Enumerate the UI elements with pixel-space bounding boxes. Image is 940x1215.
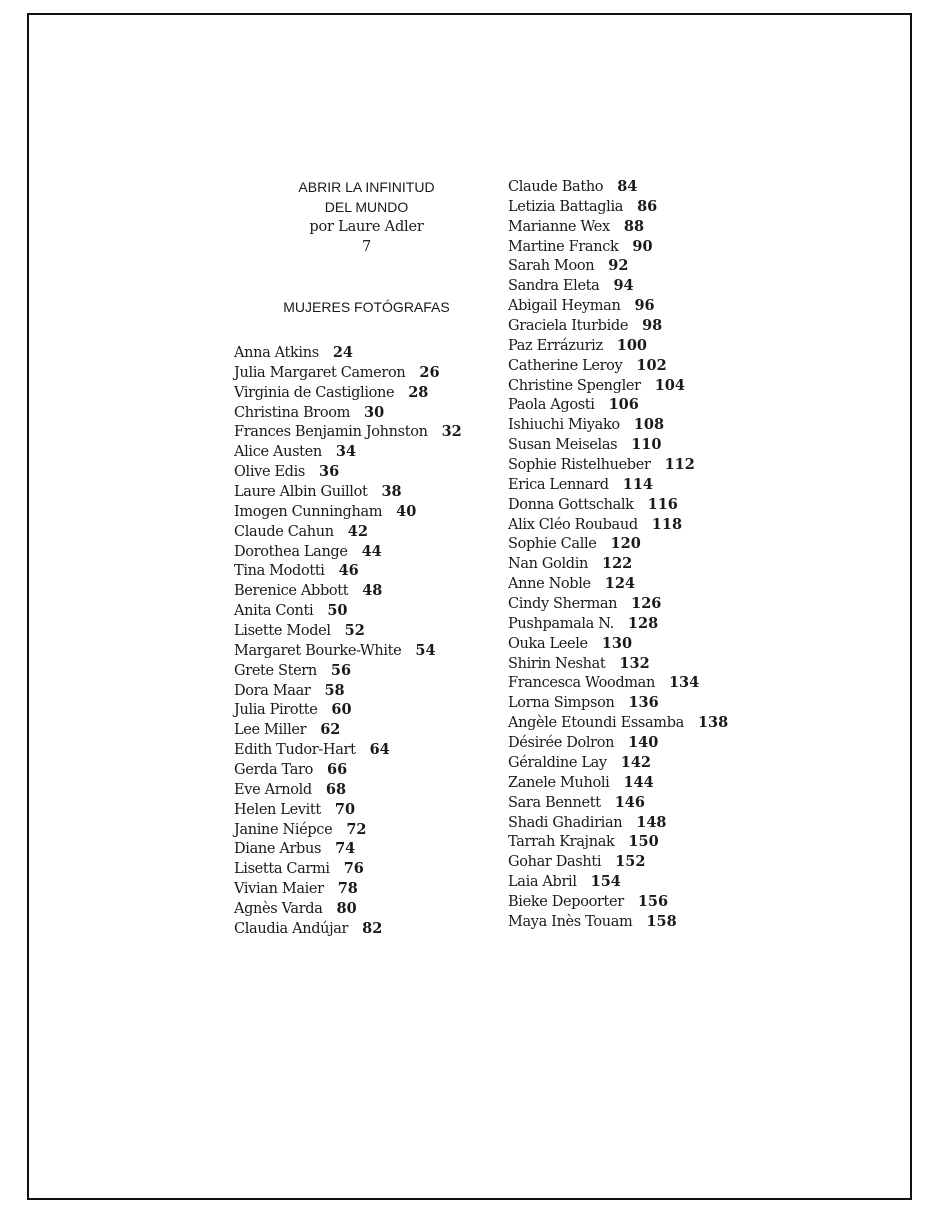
page-number: 100 — [616, 336, 648, 354]
photographer-name: Laia Abril — [508, 874, 577, 891]
photographer-name: Paz Errázuriz — [508, 337, 603, 354]
photographer-name: Gohar Dashti — [508, 854, 602, 871]
page-number: 80 — [336, 900, 357, 918]
toc-entry[interactable] — [508, 515, 788, 535]
page-number: 128 — [627, 614, 659, 632]
toc-left-column — [234, 177, 499, 939]
photographer-name: Christine Spengler — [508, 377, 641, 394]
toc-entry[interactable] — [234, 363, 499, 383]
toc-entry[interactable] — [508, 276, 788, 296]
toc-entry[interactable] — [234, 681, 499, 701]
page-number: 90 — [632, 237, 653, 255]
photographer-name: Paola Agosti — [508, 397, 595, 414]
toc-entry[interactable] — [234, 720, 499, 740]
photographer-name: Dora Maar — [234, 682, 311, 699]
toc-entry[interactable] — [508, 673, 788, 693]
toc-entry[interactable] — [508, 356, 788, 376]
toc-entry[interactable] — [508, 554, 788, 574]
toc-entry[interactable] — [234, 542, 499, 562]
page-number: 58 — [324, 681, 345, 699]
page-number: 114 — [622, 475, 654, 493]
photographer-name: Sarah Moon — [508, 258, 595, 275]
page-number: 76 — [343, 860, 364, 878]
page-number: 112 — [664, 456, 695, 474]
page-number: 56 — [330, 661, 352, 679]
photographer-name: Diane Arbus — [234, 841, 322, 858]
photographer-name: Abigail Heyman — [508, 298, 621, 315]
photographer-name: Géraldine Lay — [508, 754, 607, 771]
page-number: 146 — [614, 793, 645, 811]
toc-entry[interactable] — [234, 760, 499, 780]
page-number: 104 — [654, 376, 685, 394]
page-number: 158 — [646, 912, 677, 930]
page-number: 140 — [628, 734, 659, 752]
photographer-name: Alice Austen — [234, 444, 322, 461]
photographer-name: Eve Arnold — [234, 781, 312, 798]
toc-entry[interactable] — [234, 561, 499, 581]
page-number: 50 — [327, 602, 348, 620]
photographer-name: Tina Modotti — [234, 563, 325, 580]
toc-entry[interactable] — [234, 522, 499, 542]
page-number: 44 — [361, 542, 382, 560]
toc-entry[interactable] — [234, 641, 499, 661]
page-number: 46 — [338, 562, 359, 580]
toc-entry[interactable] — [234, 800, 499, 820]
toc-entry[interactable] — [508, 793, 788, 813]
photographer-name: Claude Cahun — [234, 523, 334, 540]
toc-entry[interactable] — [508, 713, 788, 733]
toc-entry[interactable] — [508, 872, 788, 892]
toc-entry[interactable] — [508, 237, 788, 257]
photographer-name: Marianne Wex — [508, 218, 610, 235]
photographer-name: Claude Batho — [508, 179, 604, 195]
page-number: 52 — [344, 622, 365, 640]
photographer-name: Tarrah Krajnak — [508, 834, 615, 851]
photographer-name: Alix Cléo Roubaud — [508, 516, 638, 533]
photographer-name: Shirin Neshat — [508, 655, 606, 672]
toc-entry[interactable] — [508, 296, 788, 316]
page-number: 134 — [668, 674, 700, 692]
photographer-name: Claudia Andújar — [234, 920, 349, 937]
toc-entry[interactable] — [508, 654, 788, 674]
toc-entry[interactable] — [234, 879, 499, 899]
photographer-name: Cindy Sherman — [508, 596, 618, 613]
intro-author: por Laure Adler — [309, 219, 424, 235]
section-title-text: MUJERES FOTÓGRAFAS — [283, 299, 450, 315]
page-number: 30 — [364, 403, 385, 421]
photographer-name: Lisette Model — [234, 623, 331, 640]
toc-entry[interactable] — [508, 495, 788, 515]
page-number: 24 — [332, 344, 353, 361]
page-number: 106 — [608, 396, 639, 414]
photographer-name: Ouka Leele — [508, 635, 588, 652]
photographer-name: Dorothea Lange — [234, 543, 348, 560]
photographer-name: Zanele Muholi — [508, 774, 610, 791]
page-number: 32 — [441, 423, 462, 441]
toc-entry[interactable] — [234, 700, 499, 720]
photographer-name: Martine Franck — [508, 238, 619, 255]
page-number: 120 — [610, 535, 641, 553]
toc-entry[interactable] — [508, 634, 788, 654]
toc-entry[interactable] — [508, 395, 788, 415]
page-number: 130 — [601, 634, 633, 652]
photographer-name: Frances Benjamin Johnston — [234, 424, 428, 441]
page-number: 54 — [415, 641, 436, 659]
page-number: 74 — [335, 840, 356, 858]
page-number: 36 — [319, 463, 340, 481]
photographer-name: Edith Tudor-Hart — [234, 742, 356, 759]
toc-entry[interactable] — [508, 574, 788, 594]
page-number: 70 — [334, 800, 356, 818]
photographer-name: Sophie Calle — [508, 536, 597, 553]
toc-entry[interactable] — [508, 455, 788, 475]
page-number: 62 — [320, 721, 341, 739]
toc-entry[interactable] — [234, 919, 499, 939]
page-number: 82 — [362, 919, 383, 937]
page-number: 26 — [419, 363, 440, 381]
photographer-name: Imogen Cunningham — [234, 503, 383, 520]
page-number: 86 — [637, 197, 658, 215]
page-number: 28 — [408, 383, 429, 401]
toc-entry[interactable] — [508, 256, 788, 276]
toc-entry[interactable] — [508, 376, 788, 396]
page-number: 122 — [602, 555, 633, 573]
toc-entry[interactable] — [508, 435, 788, 455]
photographer-name: Shadi Ghadirian — [508, 814, 623, 831]
photographer-name: Olive Edis — [234, 464, 305, 481]
photographer-name: Désirée Dolron — [508, 735, 615, 752]
photographer-name: Sandra Eleta — [508, 278, 600, 295]
photographer-name: Donna Gottschalk — [508, 496, 634, 513]
toc-entry[interactable] — [234, 621, 499, 641]
toc-entry[interactable] — [234, 780, 499, 800]
toc-entry[interactable] — [234, 442, 499, 462]
photographer-name: Bieke Depoorter — [508, 893, 624, 910]
photographer-name: Sophie Ristelhueber — [508, 457, 651, 474]
page-number: 150 — [628, 833, 659, 851]
intro-title-line-2: DEL MUNDO — [324, 199, 409, 215]
toc-entry[interactable] — [234, 581, 499, 601]
toc-entry[interactable] — [234, 820, 499, 840]
toc-entry[interactable] — [508, 197, 788, 217]
page-number: 152 — [615, 853, 646, 871]
toc-entry[interactable] — [234, 859, 499, 879]
toc-entry[interactable] — [508, 336, 788, 356]
section-title — [234, 297, 499, 317]
page-number: 118 — [651, 515, 683, 533]
page-number: 110 — [631, 436, 662, 454]
page-number: 98 — [642, 317, 663, 335]
intro-title-line-1: ABRIR LA INFINITUD — [298, 179, 435, 195]
toc-entry[interactable] — [234, 343, 499, 363]
page-number: 48 — [362, 582, 383, 600]
page-number: 78 — [337, 880, 358, 898]
toc-entry[interactable] — [508, 733, 788, 753]
photographer-name: Pushpamala N. — [508, 615, 614, 632]
photographer-name: Susan Meiselas — [508, 437, 618, 454]
photographer-name: Francesca Woodman — [508, 675, 655, 692]
photographer-name: Gerda Taro — [234, 762, 313, 779]
photographer-name: Julia Pirotte — [234, 702, 318, 719]
photographer-name: Laure Albin Guillot — [234, 484, 368, 501]
page-number: 144 — [623, 773, 654, 791]
toc-entry[interactable] — [508, 316, 788, 336]
toc-entry[interactable] — [508, 217, 788, 237]
toc-entry[interactable] — [234, 502, 499, 522]
photographer-name: Helen Levitt — [234, 801, 321, 818]
page-number: 148 — [636, 813, 667, 831]
page-number: 94 — [613, 277, 634, 295]
photographer-name: Agnès Varda — [234, 901, 323, 918]
toc-entry[interactable] — [234, 740, 499, 760]
toc-entry[interactable] — [508, 693, 788, 713]
page-number: 64 — [369, 741, 390, 759]
page-number: 102 — [636, 356, 667, 374]
toc-entry[interactable] — [508, 832, 788, 852]
toc-entry[interactable] — [234, 422, 499, 442]
page-number: 142 — [620, 753, 652, 771]
photographer-name: Anna Atkins — [234, 345, 319, 361]
toc-entry[interactable] — [508, 813, 788, 833]
photographer-name: Janine Niépce — [234, 821, 333, 838]
intro-page-number: 7 — [361, 239, 372, 255]
photographer-name: Ishiuchi Miyako — [508, 417, 620, 434]
page-number: 66 — [326, 761, 348, 779]
photographer-name: Nan Goldin — [508, 556, 588, 573]
toc-entry[interactable] — [508, 912, 788, 932]
page-number: 40 — [396, 502, 417, 520]
page-number: 84 — [617, 178, 638, 195]
toc-entry[interactable] — [234, 899, 499, 919]
toc-entry[interactable] — [508, 614, 788, 634]
page-number: 60 — [331, 701, 352, 719]
intro-heading[interactable] — [234, 177, 499, 257]
toc-entry[interactable] — [508, 753, 788, 773]
photographer-name: Lisetta Carmi — [234, 861, 330, 878]
photographer-name: Anita Conti — [234, 603, 314, 620]
page-number: 72 — [346, 820, 367, 838]
toc-entry[interactable] — [508, 852, 788, 872]
photographer-name: Christina Broom — [234, 404, 351, 421]
page-number: 116 — [647, 495, 678, 513]
photographer-name: Erica Lennard — [508, 476, 609, 493]
photographer-name: Lorna Simpson — [508, 695, 615, 712]
page-number: 38 — [381, 483, 402, 501]
page-number: 42 — [347, 522, 368, 540]
toc-entry[interactable] — [234, 383, 499, 403]
photographer-name: Angèle Etoundi Essamba — [508, 715, 684, 732]
toc-right-column — [508, 177, 788, 932]
toc-entry[interactable] — [508, 594, 788, 614]
toc-entry[interactable] — [508, 177, 788, 197]
page-number: 88 — [623, 217, 645, 235]
toc-entry[interactable] — [234, 839, 499, 859]
photographer-name: Graciela Iturbide — [508, 318, 629, 335]
toc-entry[interactable] — [508, 415, 788, 435]
page-number: 108 — [633, 416, 665, 434]
toc-entry[interactable] — [508, 773, 788, 793]
page-number: 124 — [604, 575, 636, 593]
page-number: 138 — [697, 714, 729, 732]
page-number: 136 — [628, 694, 659, 712]
toc-entry[interactable] — [234, 661, 499, 681]
photographer-name: Maya Inès Touam — [508, 913, 633, 930]
toc-entry[interactable] — [234, 482, 499, 502]
photographer-name: Letizia Battaglia — [508, 198, 624, 215]
page-number: 92 — [608, 257, 629, 275]
toc-entry[interactable] — [508, 892, 788, 912]
photographer-name: Grete Stern — [234, 662, 317, 679]
page-number: 34 — [335, 443, 357, 461]
toc-list-left — [234, 343, 499, 939]
toc-entry[interactable] — [508, 534, 788, 554]
photographer-name: Anne Noble — [508, 576, 591, 593]
toc-entry[interactable] — [234, 403, 499, 423]
photographer-name: Sara Bennett — [508, 794, 601, 811]
toc-entry[interactable] — [508, 475, 788, 495]
photographer-name: Berenice Abbott — [234, 583, 349, 600]
toc-entry[interactable] — [234, 462, 499, 482]
page-number: 154 — [590, 873, 621, 891]
toc-list-right — [508, 177, 788, 932]
photographer-name: Julia Margaret Cameron — [234, 364, 406, 381]
toc-entry[interactable] — [234, 601, 499, 621]
page-number: 132 — [619, 654, 650, 672]
photographer-name: Lee Miller — [234, 722, 307, 739]
photographer-name: Margaret Bourke-White — [234, 642, 402, 659]
photographer-name: Catherine Leroy — [508, 357, 623, 374]
photographer-name: Virginia de Castiglione — [234, 384, 395, 401]
photographer-name: Vivian Maier — [234, 881, 324, 898]
page-number: 96 — [634, 297, 655, 315]
page-number: 68 — [325, 780, 347, 798]
page-number: 126 — [631, 595, 662, 613]
page-number: 156 — [637, 892, 669, 910]
